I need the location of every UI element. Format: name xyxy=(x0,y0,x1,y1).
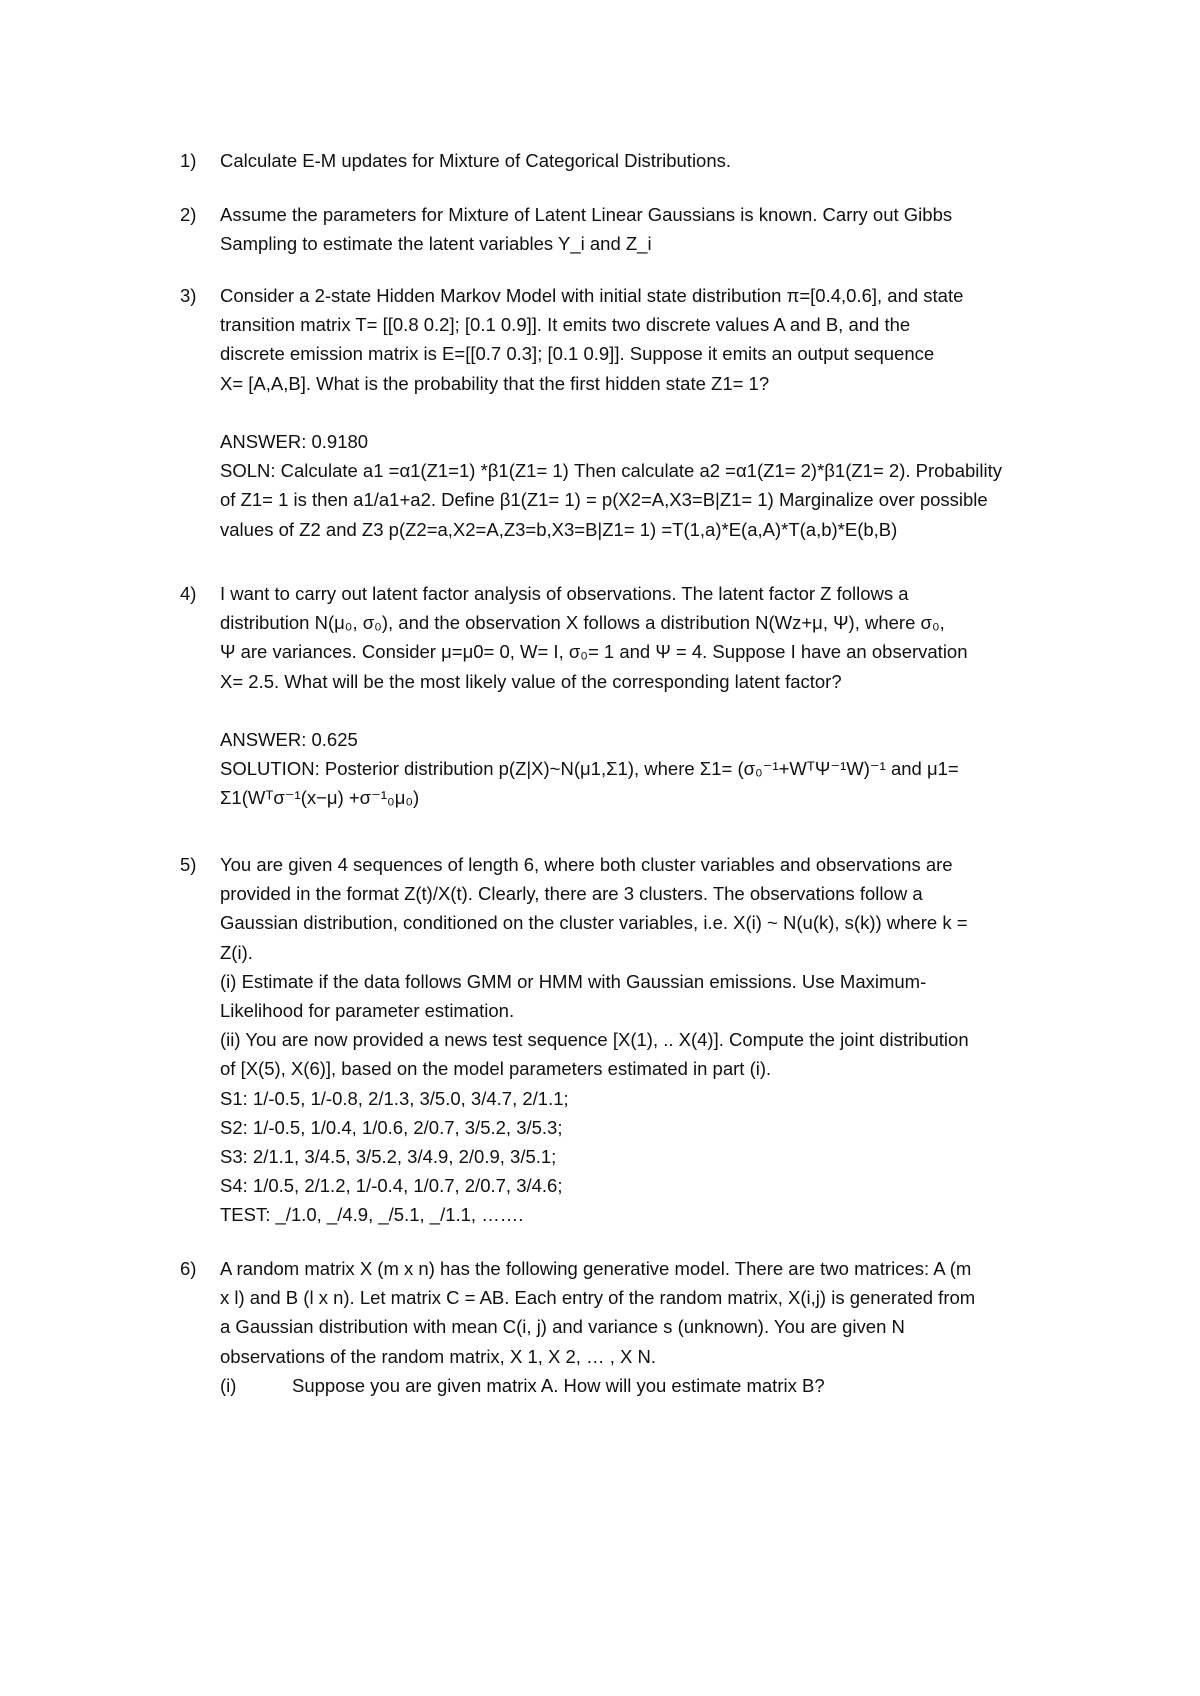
solution-line: values of Z2 and Z3 p(Z2=a,X2=A,Z3=b,X3=B|Z1= 1) =T(1,a)*E(a,A)*T(a,b)*E(b,B) xyxy=(220,518,898,540)
solution-line: Σ1(Wᵀσ⁻¹(x−μ) +σ⁻¹₀μ₀) xyxy=(220,787,420,809)
sequence-line: S2: 1/-0.5, 1/0.4, 1/0.6, 2/0.7, 3/5.2, 3/5.3; xyxy=(220,1116,563,1138)
question-text xyxy=(220,200,1060,258)
text-line: distribution N(μ₀, σ₀), and the observation X follows a distribution N(Wz+μ, Ψ), where σ₀, xyxy=(220,612,945,634)
question-number: 2) xyxy=(180,204,197,225)
question-number: 1) xyxy=(180,150,197,171)
question-3 xyxy=(180,281,1060,544)
answer-line: ANSWER: 0.9180 xyxy=(220,431,369,452)
text-line: a Gaussian distribution with mean C(i, j) and variance s (unknown). You are given N xyxy=(220,1316,905,1338)
text-line: x l) and B (l x n). Let matrix C = AB. Each entry of the random matrix, X(i,j) is generated from xyxy=(220,1287,976,1309)
sequence-line: S3: 2/1.1, 3/4.5, 3/5.2, 3/4.9, 2/0.9, 3/5.1; xyxy=(220,1146,557,1168)
text-line: Gaussian distribution, conditioned on the cluster variables, i.e. X(i) ~ N(u(k), s(k)) where k = xyxy=(220,912,968,934)
question-5 xyxy=(180,850,1060,1230)
question-4 xyxy=(180,579,1060,813)
sequence-line: TEST: _/1.0, _/4.9, _/5.1, _/1.1, ……. xyxy=(220,1204,524,1226)
text-line: You are given 4 sequences of length 6, where both cluster variables and observations are xyxy=(220,854,953,875)
text-line: X= 2.5. What will be the most likely value of the corresponding latent factor? xyxy=(220,670,842,692)
sequence-line: S1: 1/-0.5, 1/-0.8, 2/1.3, 3/5.0, 3/4.7, 2/1.1; xyxy=(220,1087,569,1109)
question-text xyxy=(220,579,1060,813)
question-number: 4) xyxy=(180,583,197,604)
answer-line: ANSWER: 0.625 xyxy=(220,729,358,750)
question-text xyxy=(220,146,1060,175)
question-text xyxy=(220,281,1060,544)
text-line: discrete emission matrix is E=[[0.7 0.3]; [0.1 0.9]]. Suppose it emits an output sequence xyxy=(220,343,935,365)
text-line: Consider a 2-state Hidden Markov Model with initial state distribution π=[0.4,0.6], and state xyxy=(220,285,964,306)
question-2 xyxy=(180,200,1060,258)
text-line: of [X(5), X(6)], based on the model parameters estimated in part (i). xyxy=(220,1058,772,1080)
question-1 xyxy=(180,146,1060,175)
question-text xyxy=(220,1254,1060,1400)
solution-line: SOLUTION: Posterior distribution p(Z|X)~N(μ1,Σ1), where Σ1= (σ₀⁻¹+WᵀΨ⁻¹W)⁻¹ and μ1= xyxy=(220,758,959,780)
question-text xyxy=(220,850,1060,1230)
question-6 xyxy=(180,1254,1060,1400)
solution-line: SOLN: Calculate a1 =α1(Z1=1) *β1(Z1= 1) Then calculate a2 =α1(Z1= 2)*β1(Z1= 2). Probability xyxy=(220,460,1003,482)
question-number: 5) xyxy=(180,854,197,875)
text-line: Likelihood for parameter estimation. xyxy=(220,1000,515,1022)
text-line: transition matrix T= [[0.8 0.2]; [0.1 0.9]]. It emits two discrete values A and B, and the xyxy=(220,314,911,336)
text-line: X= [A,A,B]. What is the probability that the first hidden state Z1= 1? xyxy=(220,372,770,394)
sub-question-text: Suppose you are given matrix A. How will you estimate matrix B? xyxy=(292,1374,825,1396)
sequence-line: S4: 1/0.5, 2/1.2, 1/-0.4, 1/0.7, 2/0.7, 3/4.6; xyxy=(220,1175,563,1197)
text-line: Ψ are variances. Consider μ=μ0= 0, W= I, σ₀= 1 and Ψ = 4. Suppose I have an observation xyxy=(220,641,968,663)
text-line: Z(i). xyxy=(220,941,253,963)
text-line: Sampling to estimate the latent variables Y_i and Z_i xyxy=(220,233,652,255)
question-number: 6) xyxy=(180,1258,197,1279)
text-line: Calculate E-M updates for Mixture of Categorical Distributions. xyxy=(220,150,732,171)
text-line: observations of the random matrix, X 1, X 2, … , X N. xyxy=(220,1345,656,1367)
text-line: A random matrix X (m x n) has the following generative model. There are two matrices: A (m xyxy=(220,1258,972,1279)
sub-question xyxy=(220,1371,1060,1400)
text-line: (i) Estimate if the data follows GMM or HMM with Gaussian emissions. Use Maximum- xyxy=(220,970,927,992)
text-line: I want to carry out latent factor analysis of observations. The latent factor Z follows a xyxy=(220,583,909,604)
text-line: (ii) You are now provided a news test sequence [X(1), .. X(4)]. Compute the joint distribution xyxy=(220,1029,969,1051)
sub-question-label: (i) xyxy=(220,1374,237,1396)
solution-line: of Z1= 1 is then a1/a1+a2. Define β1(Z1= 1) = p(X2=A,X3=B|Z1= 1) Marginalize over possible xyxy=(220,489,988,511)
text-line: provided in the format Z(t)/X(t). Clearly, there are 3 clusters. The observations follow a xyxy=(220,883,923,905)
text-line: Assume the parameters for Mixture of Latent Linear Gaussians is known. Carry out Gibbs xyxy=(220,204,953,225)
question-number: 3) xyxy=(180,285,197,306)
